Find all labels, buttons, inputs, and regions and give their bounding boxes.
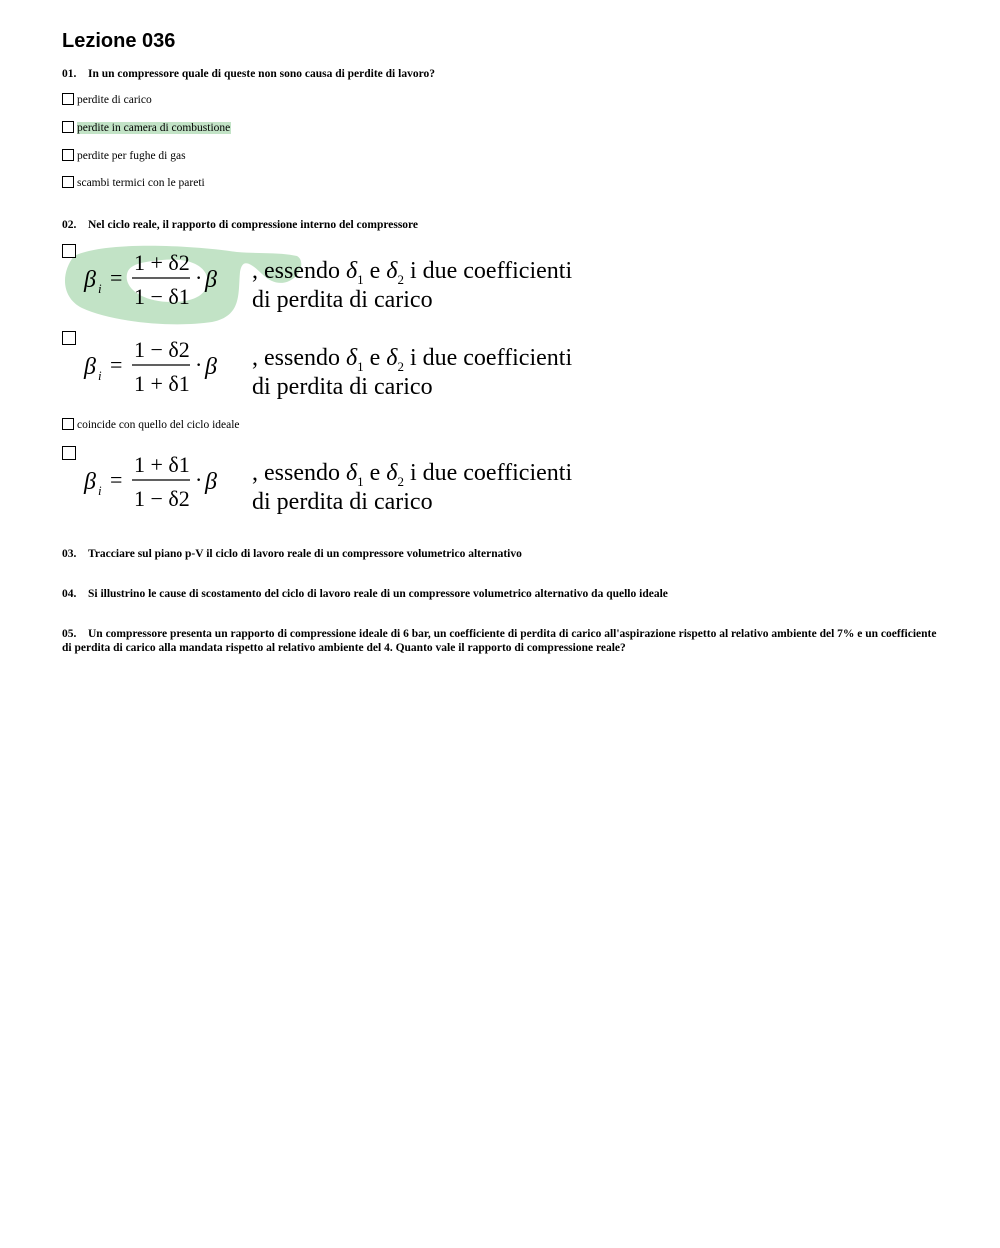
lesson-title: Lezione 036 (62, 30, 176, 52)
question-number: 02. (62, 219, 77, 231)
question-text: Un compressore presenta un rapporto di compressione ideale di 6 bar, un coefficiente di perdita di carico all'aspirazione rispetto al relativo ambiente del 7% e un coefficiente di perdita di carico alla mandata rispetto al relativo ambiente del 4. Quanto vale il rapporto di compressione reale? (62, 628, 937, 654)
formula-numerator: 1 + δ1 (134, 452, 190, 477)
formula-denominator: 1 − δ2 (134, 486, 190, 511)
svg-text:i: i (98, 281, 102, 296)
option-label: perdite di carico (77, 94, 152, 106)
q1-option-1[interactable] (62, 92, 152, 108)
formula-graphic (62, 331, 622, 415)
question-3 (62, 547, 522, 561)
q1-option-4[interactable] (62, 175, 205, 191)
q2-option-4[interactable] (62, 446, 622, 526)
formula-suffix-2: di perdita di carico (252, 374, 433, 400)
formula-suffix-2: di perdita di carico (252, 287, 433, 313)
question-text: Tracciare sul piano p-V il ciclo di lavoro reale di un compressore volumetrico alternativo (88, 548, 522, 560)
svg-text:β: β (205, 469, 217, 495)
option-label: coincide con quello del ciclo ideale (77, 419, 240, 431)
q2-option-2[interactable] (62, 331, 622, 411)
option-label: scambi termici con le pareti (77, 177, 205, 189)
svg-text:β: β (84, 469, 96, 495)
checkbox[interactable] (62, 176, 74, 188)
question-number: 04. (62, 588, 77, 600)
svg-text:β: β (84, 354, 96, 380)
checkbox[interactable] (62, 446, 76, 460)
question-1 (62, 67, 435, 81)
formula-suffix-1: , essendo $\delta_1$ e $\delta_2$ i due coefficienti (252, 258, 573, 287)
question-number: 05. (62, 628, 77, 640)
checkbox[interactable] (62, 331, 76, 345)
option-label-highlighted: perdite in camera di combustione (77, 122, 231, 134)
svg-text:=: = (110, 265, 123, 290)
svg-text:=: = (110, 352, 123, 377)
svg-text:β: β (205, 267, 217, 293)
svg-text:β: β (205, 354, 217, 380)
q1-option-2[interactable] (62, 120, 231, 136)
question-number: 03. (62, 548, 77, 560)
svg-text:i: i (98, 483, 102, 498)
q2-option-3[interactable] (62, 417, 240, 433)
q1-option-3[interactable] (62, 148, 186, 164)
question-text: In un compressore quale di queste non sono causa di perdite di lavoro? (88, 68, 435, 80)
formula-graphic (62, 244, 622, 328)
beta-i-symbol: β (84, 267, 96, 293)
question-text: Si illustrino le cause di scostamento del ciclo di lavoro reale di un compressore volumetrico alternativo da quello ideale (88, 588, 668, 600)
formula-suffix-1: , essendo $\delta_1$ e $\delta_2$ i due coefficienti (252, 460, 573, 489)
question-5 (62, 627, 942, 655)
question-2 (62, 218, 418, 232)
formula-suffix-1: , essendo $\delta_1$ e $\delta_2$ i due coefficienti (252, 345, 573, 374)
formula-suffix-2: di perdita di carico (252, 489, 433, 515)
formula-denominator: 1 − δ1 (134, 284, 190, 309)
formula-numerator: 1 + δ2 (134, 250, 190, 275)
checkbox[interactable] (62, 93, 74, 105)
checkbox[interactable] (62, 244, 76, 258)
checkbox[interactable] (62, 149, 74, 161)
question-text: Nel ciclo reale, il rapporto di compressione interno del compressore (88, 219, 419, 231)
svg-text:i: i (98, 368, 102, 383)
q2-option-1[interactable] (62, 244, 622, 324)
svg-text:·: · (195, 467, 203, 492)
svg-text:=: = (110, 467, 123, 492)
checkbox[interactable] (62, 121, 74, 133)
svg-text:·: · (195, 265, 203, 290)
checkbox[interactable] (62, 418, 74, 430)
option-label: perdite per fughe di gas (77, 150, 186, 162)
svg-text:·: · (195, 352, 203, 377)
question-4 (62, 587, 668, 601)
formula-graphic (62, 446, 622, 530)
formula-denominator: 1 + δ1 (134, 371, 190, 396)
question-number: 01. (62, 68, 77, 80)
formula-numerator: 1 − δ2 (134, 337, 190, 362)
